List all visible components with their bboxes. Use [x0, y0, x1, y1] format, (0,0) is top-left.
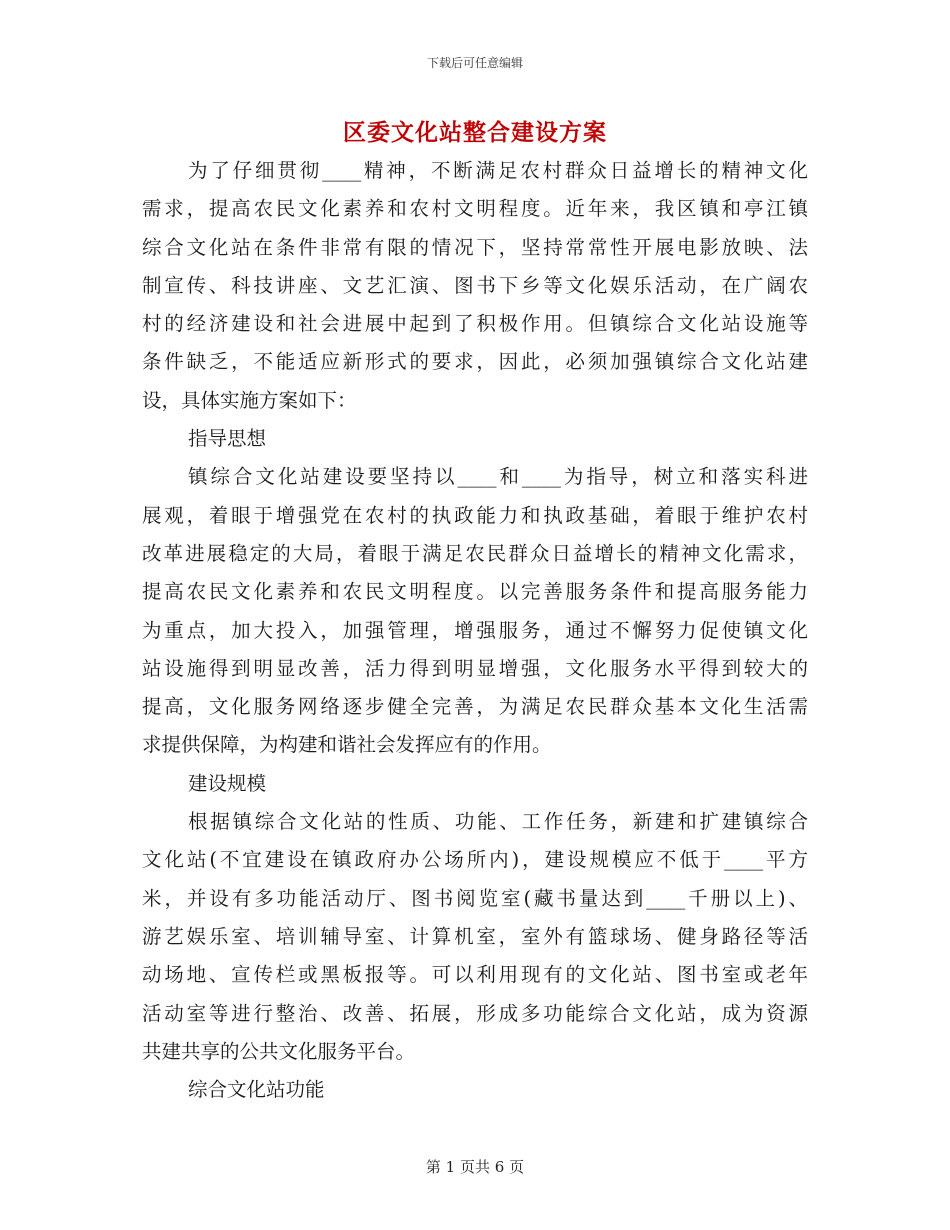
- paragraph-line: 提高，文化服务网络逐步健全完善，为满足农民群众基本文化生活需: [142, 695, 808, 719]
- paragraph-line: 为了仔细贯彻____精神，不断满足农村群众日益增长的精神文化: [188, 159, 808, 182]
- paragraph-line: 共建共享的公共文化服务平台。: [142, 1039, 416, 1063]
- paragraph-line: 提高农民文化素养和农民文明程度。以完善服务条件和提高服务能力: [142, 580, 808, 604]
- paragraph-line: 需求，提高农民文化素养和农村文明程度。近年来，我区镇和亭江镇: [142, 197, 808, 221]
- page-header-note: 下载后可任意编辑: [426, 56, 523, 70]
- paragraph-line: 活动室等进行整治、改善、拓展，形成多功能综合文化站，成为资源: [142, 1001, 808, 1025]
- paragraph-line: 为重点，加大投入，加强管理，增强服务，通过不懈努力促使镇文化: [142, 618, 808, 642]
- paragraph-line: 展观，着眼于增强党在农村的执政能力和执政基础，着眼于维护农村: [142, 503, 808, 527]
- paragraph-line: 根据镇综合文化站的性质、功能、工作任务，新建和扩建镇综合: [188, 810, 808, 834]
- paragraph-line: 改革进展稳定的大局，着眼于满足农民群众日益增长的精神文化需求，: [142, 541, 808, 565]
- paragraph-line: 动场地、宣传栏或黑板报等。可以利用现有的文化站、图书室或老年: [142, 963, 808, 987]
- page-number: 第 1 页共 6 页: [425, 1158, 525, 1176]
- paragraph-line: 游艺娱乐室、培训辅导室、计算机室，室外有篮球场、健身路径等活: [142, 924, 808, 948]
- paragraph-line: 制宣传、科技讲座、文艺汇演、图书下乡等文化娱乐活动，在广阔农: [142, 273, 808, 297]
- paragraph-line: 村的经济建设和社会进展中起到了积极作用。但镇综合文化站设施等: [142, 312, 808, 336]
- paragraph-line: 条件缺乏，不能适应新形式的要求，因此，必须加强镇综合文化站建: [142, 350, 808, 374]
- section-heading: 指导思想: [188, 427, 267, 451]
- paragraph-line: 站设施得到明显改善，活力得到明显增强，文化服务水平得到较大的: [142, 656, 808, 680]
- paragraph-line: 文化站(不宜建设在镇政府办公场所内)，建设规模应不低于____平方: [142, 848, 808, 872]
- paragraph-line: 设，具体实施方案如下：: [142, 388, 357, 412]
- paragraph-line: 镇综合文化站建设要坚持以____和____为指导，树立和落实科进: [188, 465, 808, 489]
- document-title: 区委文化站整合建设方案: [343, 119, 607, 146]
- section-heading: 综合文化站功能: [188, 1078, 325, 1102]
- section-heading: 建设规模: [188, 771, 267, 795]
- document-body: [142, 152, 808, 1109]
- paragraph-line: 米，并设有多功能活动厅、图书阅览室(藏书量达到____千册以上)、: [142, 886, 808, 910]
- paragraph-line: 综合文化站在条件非常有限的情况下，坚持常常性开展电影放映、法: [142, 235, 808, 259]
- paragraph-line: 求提供保障，为构建和谐社会发挥应有的作用。: [142, 733, 552, 757]
